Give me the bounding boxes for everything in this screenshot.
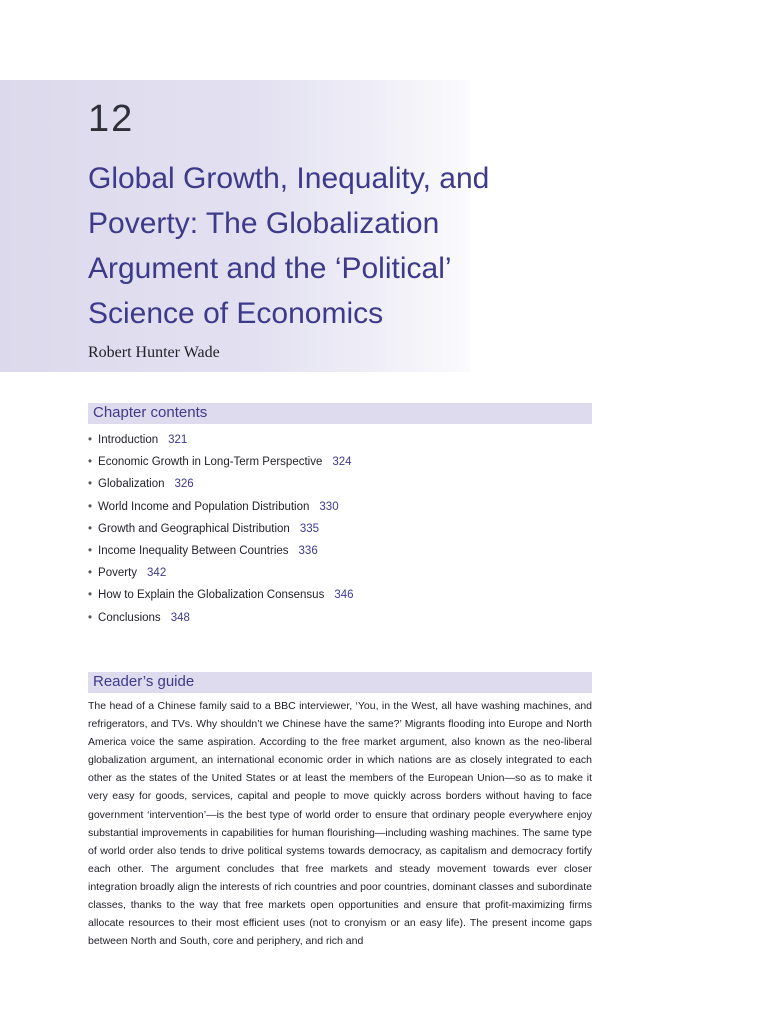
bullet-icon: • <box>88 522 93 535</box>
contents-item[interactable] <box>88 609 354 631</box>
contents-item-page: 348 <box>170 611 190 624</box>
contents-item-label: Globalization <box>98 478 165 491</box>
bullet-icon: • <box>88 611 93 624</box>
bullet-icon: • <box>88 589 93 602</box>
chapter-number: 12 <box>88 98 135 140</box>
chapter-author: Robert Hunter Wade <box>88 344 220 361</box>
bullet-icon: • <box>88 544 93 557</box>
contents-item-page: 324 <box>332 456 352 469</box>
contents-item-page: 330 <box>319 500 339 513</box>
contents-item-label: Income Inequality Between Countries <box>98 544 289 557</box>
chapter-contents-heading: Chapter contents <box>93 404 208 421</box>
contents-item-label: Conclusions <box>98 611 161 624</box>
bullet-icon: • <box>88 567 93 580</box>
contents-item-page: 321 <box>168 434 188 446</box>
contents-item-page: 346 <box>334 589 354 602</box>
contents-item-label: Economic Growth in Long-Term Perspective <box>98 456 323 469</box>
chapter-contents-list <box>88 431 354 631</box>
contents-item-label: Introduction <box>98 434 159 446</box>
readers-guide-heading: Reader’s guide <box>93 673 195 690</box>
contents-item-page: 336 <box>298 544 318 557</box>
contents-item-label: Growth and Geographical Distribution <box>98 522 290 535</box>
contents-item[interactable] <box>88 431 354 453</box>
bullet-icon: • <box>88 500 93 513</box>
contents-item[interactable] <box>88 564 354 586</box>
chapter-contents-header <box>88 403 592 424</box>
contents-item-page: 342 <box>147 567 167 580</box>
contents-item[interactable] <box>88 542 354 564</box>
contents-item[interactable] <box>88 586 354 608</box>
readers-guide-text: The head of a Chinese family said to a BBC interviewer, ‘You, in the West, all have washing machines, and refrigerators, and TVs. Why shouldn’t we Chinese have the same?’ Migrants flooding into Europe and North America voice the same aspiration. According to the free market argument, also known as the neo-liberal globalization argument, an international economic order in which nations are as closely integrated to each other as the states of the United States or at least the members of the European Union—so as to make it very easy for goods, services, capital and people to move quickly across borders without having to face government ‘intervention’—is the best type of world order to ensure that ordinary people everywhere enjoy substantial improvements in capabilities for human flourishing—including washing machines. The same type of world order also tends to drive political systems towards democracy, as capitalism and democracy fortify each other. The argument concludes that free markets and steady movement towards ever closer integration broadly align the interests of rich countries and poor countries, dominant classes and subordinate classes, thanks to the way that free markets open opportunities and ensure that profit-maximizing firms allocate resources to their most efficient uses (not to cronyism or an easy life). The present income gaps between North and South, core and periphery, and rich and <box>88 700 592 948</box>
contents-item-page: 335 <box>299 522 319 535</box>
contents-item-label: World Income and Population Distribution <box>98 500 310 513</box>
bullet-icon: • <box>88 456 93 469</box>
contents-item[interactable] <box>88 475 354 497</box>
contents-item[interactable] <box>88 498 354 520</box>
bullet-icon: • <box>88 478 93 491</box>
contents-item-page: 326 <box>174 478 194 491</box>
contents-item[interactable] <box>88 520 354 542</box>
bullet-icon: • <box>88 434 93 446</box>
contents-item-label: How to Explain the Globalization Consensus <box>98 589 325 602</box>
contents-item-label: Poverty <box>98 567 138 580</box>
chapter-title: Global Growth, Inequality, and Poverty: The Globalization Argument and the ‘Political’ Science of Economics <box>88 162 490 330</box>
contents-item[interactable] <box>88 453 354 475</box>
readers-guide-header <box>88 672 592 693</box>
